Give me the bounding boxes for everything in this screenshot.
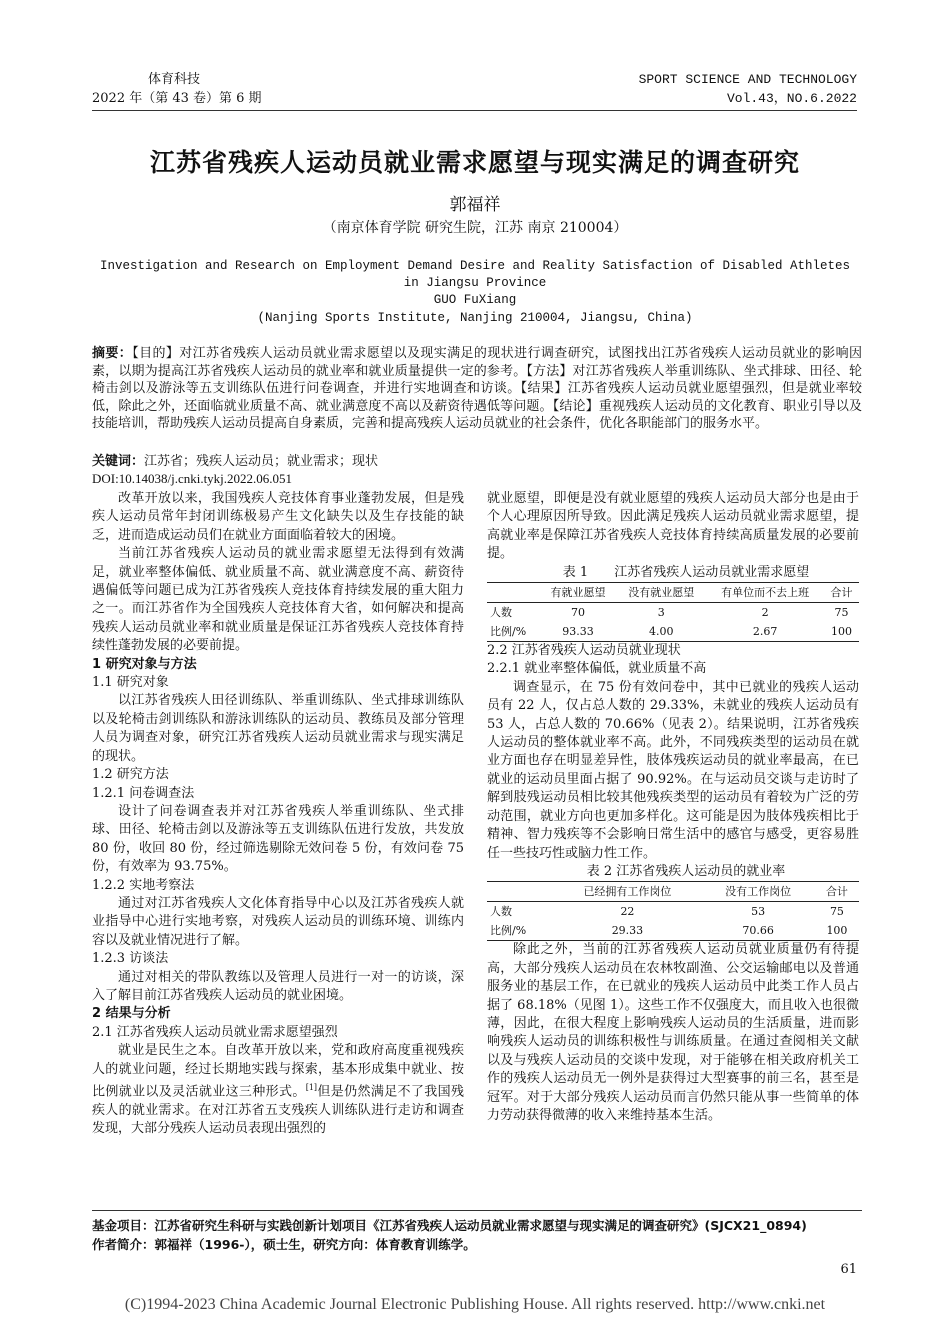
table-row bbox=[487, 603, 859, 623]
table1 bbox=[487, 582, 859, 642]
paragraph: 除此之外，当前的江苏省残疾人运动员就业质量仍有待提高，大部分残疾人运动员在农林牧副渔、公交运输邮电以及普通服务业的基层工作，在已就业的残疾人运动员中此类工作人员占据了 68.18%（见图 1）。这些工作不仅强度大，而且收入也很微薄，因此，在很大程度上影响残疾人运动员的生活质量，进而影响残疾人运动员的训练积极性与训练质量。在通过查阅相关文献以及与残疾人运动员的交谈中发现，对于能够在相关政府机关工作的残疾人运动员无一例外是获得过大型赛事的前三名，甚至是冠军。对于大部分残疾人运动员而言仍然只能从事一些简单的体力劳动获得微薄的收入来维持基本生活。 bbox=[487, 942, 859, 1123]
table-cell: 70 bbox=[570, 606, 585, 620]
abstract-label: 摘要： bbox=[92, 346, 133, 361]
table-row bbox=[487, 902, 859, 922]
english-affiliation: (Nanjing Sports Institute, Nanjing 210004, Jiangsu, China) bbox=[257, 311, 693, 325]
subsection-heading: 1.1 研究对象 bbox=[92, 675, 169, 691]
table-header-cell bbox=[487, 882, 553, 902]
right-column bbox=[487, 490, 859, 1125]
table-cell: 4.00 bbox=[616, 622, 706, 642]
journal-name-en: SPORT SCIENCE AND TECHNOLOGY bbox=[638, 72, 857, 87]
abstract bbox=[92, 345, 862, 433]
page-number: 61 bbox=[840, 1262, 857, 1277]
keywords bbox=[92, 450, 862, 469]
table-cell: 29.33 bbox=[553, 921, 701, 941]
table-cell: 75 bbox=[829, 905, 844, 919]
issue-en: Vol.43，NO.6.2022 bbox=[726, 91, 857, 106]
keywords-label: 关键词： bbox=[92, 454, 145, 469]
table-cell: 人数 bbox=[490, 905, 512, 919]
table2 bbox=[487, 881, 859, 941]
table-header-cell: 有单位而不去上班 bbox=[706, 583, 824, 603]
abstract-text: 【目的】对江苏省残疾人运动员就业需求愿望以及现实满足的现状进行调查研究，试图找出江苏省残疾人运动员就业的影响因素，以期为提高江苏省残疾人运动员的就业率和就业质量提供一定的参考。【方法】对江苏省残疾人举重训练队、坐式排球、田径、轮椅击剑以及游泳等五支训练队伍进行问卷调查，并进行实地调查和访谈。【结果】江苏省残疾人运动员就业愿望强烈，但是就业率较低，除此之外，还面临就业质量不高、就业满意度不高以及薪资待遇低等问题。【结论】重视残疾人运动员的文化教育、职业引导以及技能培训，帮助残疾人运动员提高自身素质，完善和提高残疾人运动员就业的社会条件，优化各职能部门的服务水平。 bbox=[92, 346, 862, 432]
footnote bbox=[92, 1216, 807, 1254]
running-header-left bbox=[92, 70, 262, 108]
doi: DOI:10.14038/j.cnki.tykj.2022.06.051 bbox=[92, 471, 293, 486]
author-bio: 作者简介：郭福祥（1996-），硕士生，研究方向：体育教育训练学。 bbox=[92, 1237, 476, 1252]
table-header-cell: 有就业愿望 bbox=[540, 583, 616, 603]
table-cell: 53 bbox=[751, 905, 766, 919]
table-header-cell: 已经拥有工作岗位 bbox=[553, 882, 701, 902]
subsection-heading: 1.2.2 实地考察法 bbox=[92, 877, 195, 893]
table-cell: 2.67 bbox=[706, 622, 824, 642]
footnote-rule bbox=[92, 1210, 862, 1211]
citation-ref[interactable]: [1] bbox=[305, 1083, 318, 1092]
table-cell: 93.33 bbox=[540, 622, 616, 642]
paragraph: 就业愿望，即便是没有就业愿望的残疾人运动员大部分也是由于个人心理原因所导致。因此满足残疾人运动员就业需求愿望，提高就业率是保障江苏省残疾人竞技体育持续高质量发展的必要前提。 bbox=[487, 491, 859, 562]
section-heading: 2 结果与分析 bbox=[92, 1006, 171, 1022]
table-cell: 100 bbox=[824, 622, 859, 642]
copyright-watermark: (C)1994-2023 China Academic Journal Electronic Publishing House. All rights reserved. http://www.cnki.net bbox=[124, 1296, 826, 1313]
author-name: 郭福祥 bbox=[449, 195, 501, 215]
table-cell: 70.66 bbox=[701, 921, 814, 941]
running-header-right bbox=[639, 70, 857, 108]
subsection-heading: 1.2.1 问卷调查法 bbox=[92, 785, 195, 801]
table-cell: 3 bbox=[657, 606, 665, 620]
table-row bbox=[487, 622, 859, 642]
table1-caption: 表 1 江苏省残疾人运动员就业需求愿望 bbox=[562, 564, 810, 580]
paragraph: 以江苏省残疾人田径训练队、举重训练队、坐式排球训练队以及轮椅击剑训练队和游泳训练队的运动员、教练员及部分管理人员为调查对象，研究江苏省残疾人运动员就业需求与现实满足的现状。 bbox=[92, 693, 464, 764]
table-header-cell: 没有就业愿望 bbox=[616, 583, 706, 603]
paragraph: 设计了问卷调查表并对江苏省残疾人举重训练队、坐式排球、田径、轮椅击剑以及游泳等五支训练队伍进行发放，共发放 80 份，收回 80 份，经过筛选剔除无效问卷 5 份，有效问卷 75 份，有效率为 93.75%。 bbox=[92, 803, 464, 875]
table-header-cell: 合计 bbox=[824, 583, 859, 603]
fund-note: 基金项目：江苏省研究生科研与实践创新计划项目《江苏省残疾人运动员就业需求愿望与现实满足的调查研究》(SJCX21_0894) bbox=[92, 1218, 807, 1233]
author-affiliation: （南京体育学院 研究生院，江苏 南京 210004） bbox=[322, 220, 628, 236]
paragraph-part: 就业是民生之本。自改革开放以来，党和政府高度重视残疾人的就业问题，经过长期地实践与探索，基本形成集中就业、按比例就业以及灵活就业这三种形式。 bbox=[92, 1043, 464, 1100]
paragraph: 当前江苏省残疾人运动员的就业需求愿望无法得到有效满足，就业率整体偏低、就业质量不高、就业满意度不高、薪资待遇偏低等问题已成为江苏省残疾人竞技体育持续发展的重大阻力之一。而江苏省作为全国残疾人竞技体育大省，如何解决和提高残疾人运动员就业率和就业质量是保证江苏省残疾人竞技体育持续性蓬勃发展的必要前提。 bbox=[92, 546, 464, 654]
paper-title: 江苏省残疾人运动员就业需求愿望与现实满足的调查研究 bbox=[149, 148, 800, 177]
subsection-heading: 1.2.3 访谈法 bbox=[92, 951, 169, 967]
section-heading: 1 研究对象与方法 bbox=[92, 656, 197, 672]
table-row bbox=[487, 921, 859, 941]
left-column bbox=[92, 490, 464, 1139]
paragraph: 通过对相关的带队教练以及管理人员进行一对一的访谈，深入了解目前江苏省残疾人运动员的就业困境。 bbox=[92, 969, 464, 1003]
issue-cn: 2022 年（第 43 卷）第 6 期 bbox=[92, 91, 262, 106]
table-header-cell: 合计 bbox=[815, 882, 859, 902]
subsection-heading: 2.2.1 就业率整体偏低，就业质量不高 bbox=[487, 661, 707, 677]
subsection-heading: 2.1 江苏省残疾人运动员就业需求愿望强烈 bbox=[92, 1024, 338, 1040]
paragraph-part: 但是仍然满足不了我国残疾人的就业需求。在对江苏省五支残疾人训练队进行走访和调查发现，大部分残疾人运动员表现出强烈的 bbox=[92, 1084, 464, 1137]
table-cell: 75 bbox=[834, 606, 849, 620]
english-title-line2: in Jiangsu Province bbox=[403, 276, 547, 290]
paragraph: 通过对江苏省残疾人文化体育指导中心以及江苏省残疾人就业指导中心进行实地考察，对残疾人运动员的训练环境、训练内容以及就业情况进行了解。 bbox=[92, 895, 464, 948]
table-cell: 人数 bbox=[490, 606, 512, 620]
table2-caption: 表 2 江苏省残疾人运动员的就业率 bbox=[586, 863, 786, 879]
table-header-cell: 没有工作岗位 bbox=[701, 882, 814, 902]
table-header-cell bbox=[487, 583, 540, 603]
header-rule bbox=[92, 110, 857, 111]
english-title-line1: Investigation and Research on Employment Demand Desire and Reality Satisfaction of Disabled Athletes bbox=[99, 259, 851, 273]
paragraph: 改革开放以来，我国残疾人竞技体育事业蓬勃发展，但是残疾人运动员常年封闭训练极易产生文化缺失以及生存技能的缺乏，进而造成运动员们在就业方面面临着较大的困境。 bbox=[92, 491, 464, 543]
table-cell: 2 bbox=[761, 606, 769, 620]
journal-name-cn: 体育科技 bbox=[148, 72, 201, 87]
paragraph: 调查显示，在 75 份有效问卷中，其中已就业的残疾人运动员有 22 人，仅占总人数的 29.33%，未就业的残疾人运动员有 53 人，占总人数的 70.66%（见表 2）。结果说明，江苏省残疾人运动员的整体就业率不高。此外，不同残疾类型的运动员在就业方面也存在明显差异性，肢体残疾运动员的就业率最高，在已就业的运动员里面占据了 90.92%。在与运动员交谈与走访时了解到肢残运动员相比较其他残疾类型的运动员有着较为广泛的劳动范围，就业方向也更加多样化。这可能是因为肢体残疾相比于精神、智力残疾等不会影响日常生活中的感官与感受，更容易胜任一些技巧性或脑力性工作。 bbox=[487, 679, 859, 861]
table-cell: 100 bbox=[815, 921, 859, 941]
table-cell: 比例/% bbox=[487, 921, 553, 941]
keywords-text: 江苏省；残疾人运动员；就业需求；现状 bbox=[144, 454, 379, 469]
table-cell: 比例/% bbox=[487, 622, 540, 642]
english-author: GUO FuXiang bbox=[433, 293, 517, 307]
subsection-heading: 1.2 研究方法 bbox=[92, 767, 169, 783]
table-cell: 22 bbox=[620, 905, 635, 919]
subsection-heading: 2.2 江苏省残疾人运动员就业现状 bbox=[487, 643, 681, 659]
paragraph bbox=[92, 1042, 464, 1138]
